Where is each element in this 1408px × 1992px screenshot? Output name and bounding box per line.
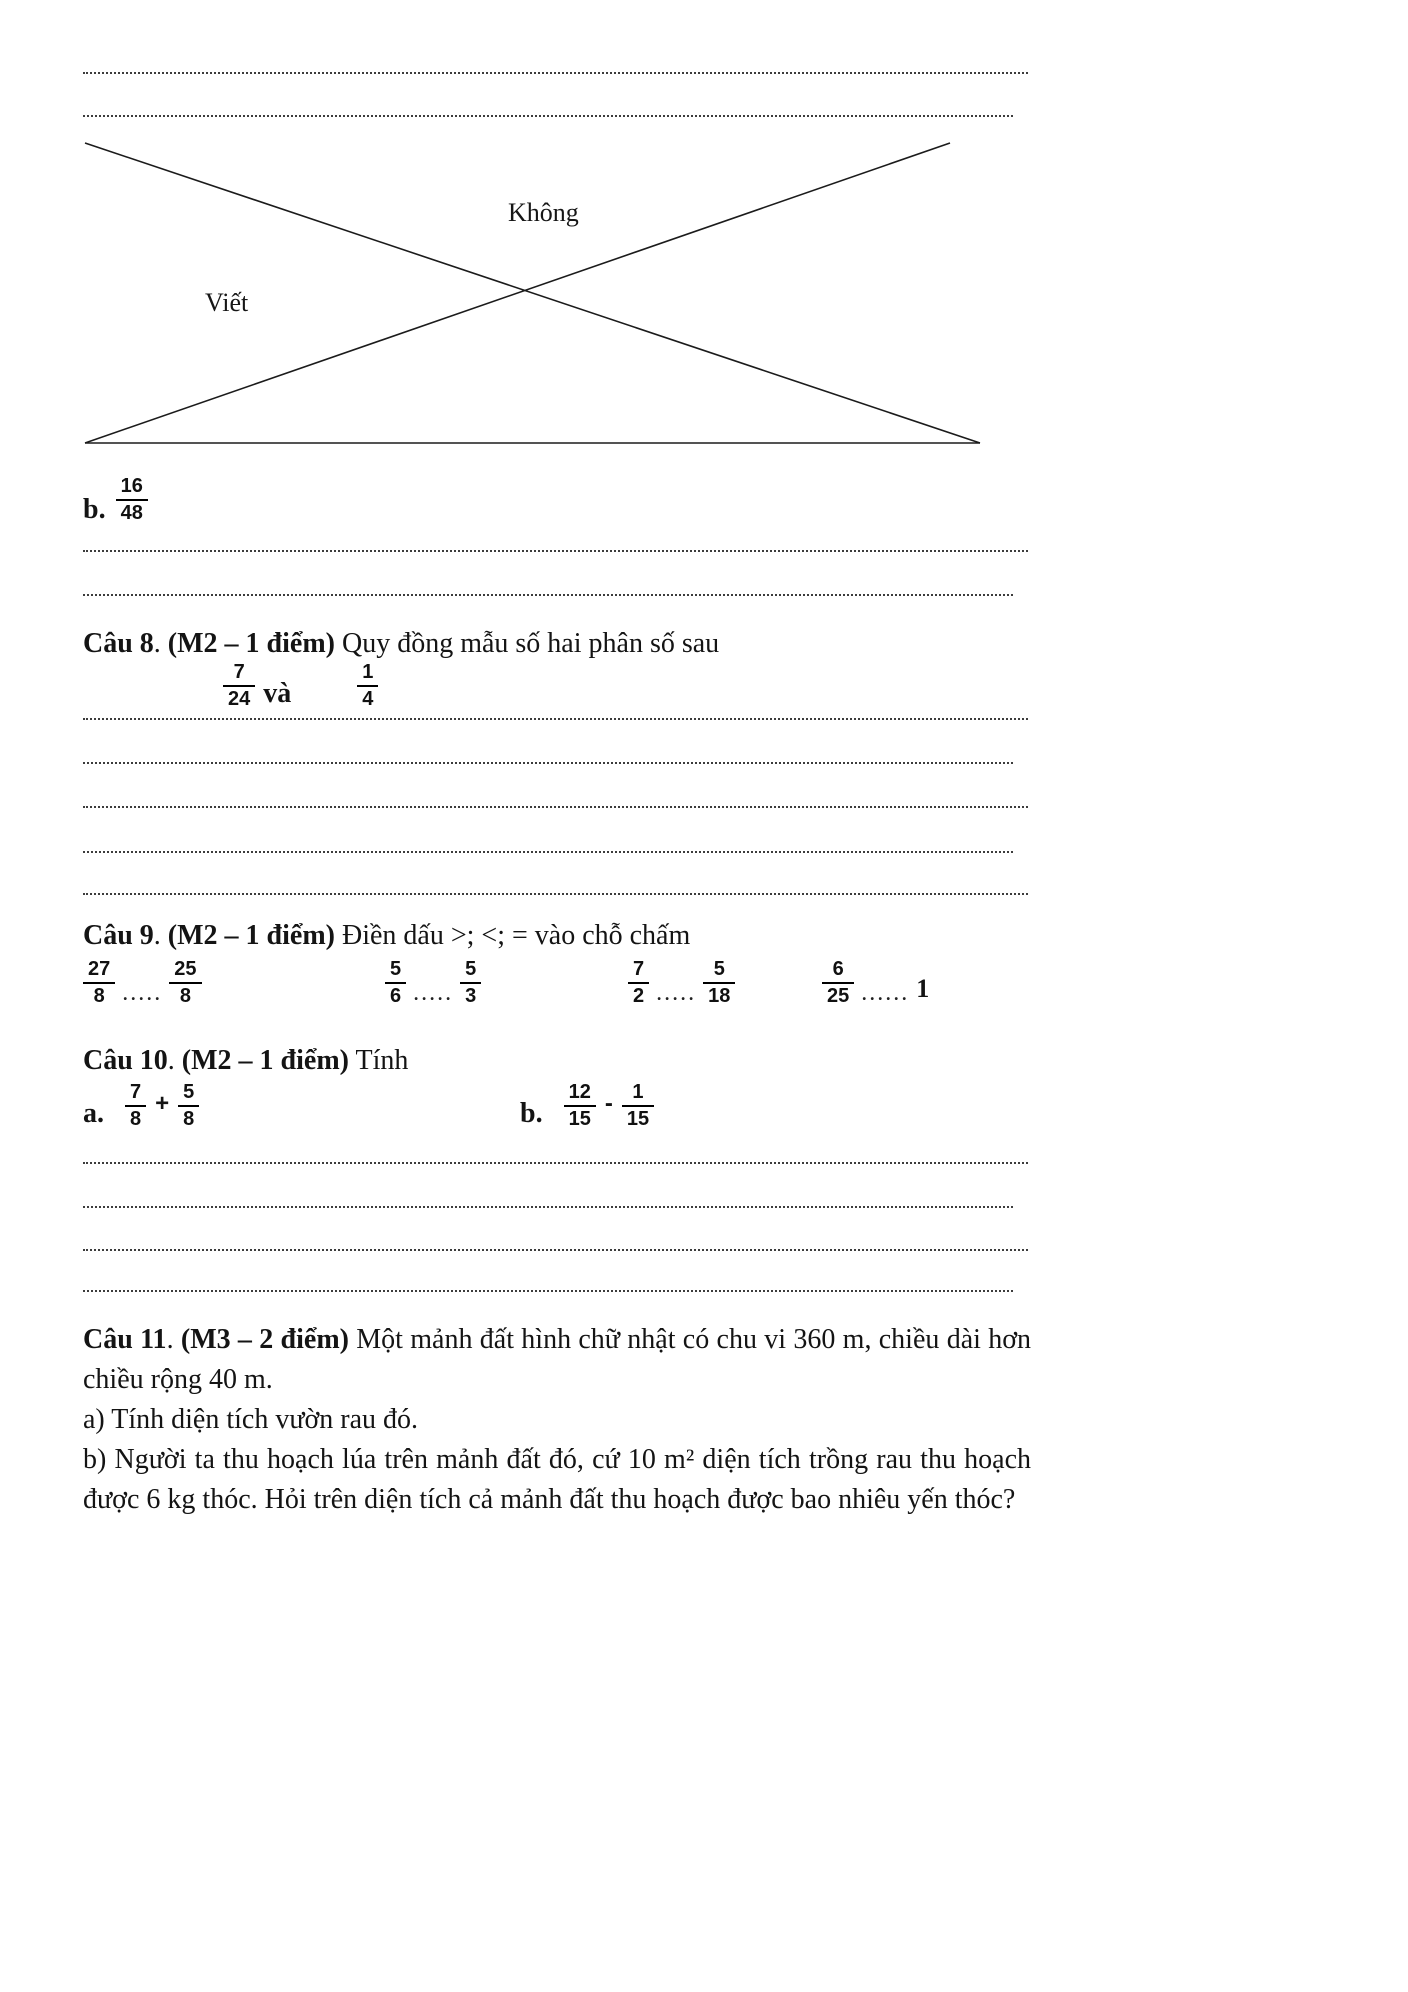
fraction xyxy=(622,1082,654,1130)
fraction xyxy=(116,476,148,524)
dotted-answer-line xyxy=(83,594,1013,596)
dotted-answer-line xyxy=(83,72,1028,74)
answer-dots: ..... xyxy=(656,979,697,1006)
denominator: 3 xyxy=(465,985,477,1007)
comparison-item xyxy=(385,955,481,1011)
denominator: 15 xyxy=(568,1108,591,1130)
cau8-fractions xyxy=(83,662,378,710)
question-badge: (M2 – 1 điểm) xyxy=(181,1045,349,1076)
dotted-answer-line xyxy=(83,1249,1028,1251)
dotted-answer-line xyxy=(83,893,1028,895)
denominator: 6 xyxy=(390,985,402,1007)
denominator: 8 xyxy=(183,1108,195,1130)
dotted-answer-line xyxy=(83,762,1013,764)
part-a-label: a. xyxy=(83,1098,104,1129)
numerator: 16 xyxy=(116,476,148,501)
separator: . xyxy=(153,628,168,659)
denominator: 25 xyxy=(827,985,850,1007)
part-b-label: b. xyxy=(520,1098,543,1129)
question-number: Câu 8 xyxy=(83,628,154,659)
denominator: 4 xyxy=(362,688,374,710)
question-number: Câu 10 xyxy=(83,1045,168,1076)
fraction xyxy=(460,959,481,1007)
cau10-heading xyxy=(83,1045,408,1077)
cau11-part-b: b) Người ta thu hoạch lúa trên mảnh đất đó, cứ 10 m² diện tích trồng rau thu hoạch được 6 kg thóc. Hỏi trên diện tích cả mảnh đất thu hoạch được bao nhiêu yến thóc? xyxy=(83,1444,1031,1515)
question-badge: (M2 – 1 điểm) xyxy=(167,920,335,951)
question-text: Tính xyxy=(348,1045,409,1076)
separator: . xyxy=(166,1324,181,1355)
numerator: 7 xyxy=(125,1082,146,1107)
question-text: Một mảnh đất hình chữ nhật có chu vi 360 m, chiều dài hơn chiều rộng 40 m. xyxy=(83,1324,1032,1395)
diagram-label-khong: Không xyxy=(508,198,579,227)
denominator: 8 xyxy=(130,1108,142,1130)
fraction xyxy=(628,959,649,1007)
denominator: 18 xyxy=(708,985,731,1007)
comparison-item xyxy=(628,955,735,1011)
item-b-label: b. xyxy=(83,494,106,525)
fraction xyxy=(83,959,115,1007)
fraction xyxy=(822,959,854,1007)
numerator: 12 xyxy=(564,1082,596,1107)
cau10-expressions xyxy=(83,1078,1028,1138)
question-number: Câu 9 xyxy=(83,920,154,951)
matching-diagram xyxy=(83,140,983,446)
fraction xyxy=(703,959,735,1007)
dotted-answer-line xyxy=(83,1206,1013,1208)
separator: . xyxy=(153,920,168,951)
numerator: 5 xyxy=(385,959,406,984)
cau9-heading xyxy=(83,920,690,952)
expression-a xyxy=(83,1078,199,1134)
question-badge: (M3 – 2 điểm) xyxy=(180,1324,349,1355)
answer-dots: ...... xyxy=(861,979,910,1006)
diagram-label-viet: Viết xyxy=(205,288,249,317)
question-text: Quy đồng mẫu số hai phân số sau xyxy=(334,628,720,659)
answer-dots: ..... xyxy=(413,979,454,1006)
expression-b xyxy=(520,1078,654,1134)
fraction xyxy=(169,959,201,1007)
item-b xyxy=(83,476,148,524)
dotted-answer-line xyxy=(83,851,1013,853)
numerator: 5 xyxy=(178,1082,199,1107)
cau9-comparisons xyxy=(83,955,1028,1015)
dotted-answer-line xyxy=(83,1290,1013,1292)
comparison-number-one: 1 xyxy=(916,974,930,1003)
dotted-answer-line xyxy=(83,718,1028,720)
cau11-block xyxy=(83,1320,1031,1520)
plus-operator: + xyxy=(155,1090,170,1117)
fraction xyxy=(385,959,406,1007)
cau11-part-a: a) Tính diện tích vườn rau đó. xyxy=(83,1404,419,1435)
dotted-answer-line xyxy=(83,1162,1028,1164)
answer-dots: ..... xyxy=(122,979,163,1006)
numerator: 1 xyxy=(357,662,378,687)
connector-va: và xyxy=(263,678,292,709)
fraction xyxy=(125,1082,146,1130)
numerator: 7 xyxy=(628,959,649,984)
dotted-answer-line xyxy=(83,806,1028,808)
denominator: 2 xyxy=(633,985,645,1007)
dotted-answer-line xyxy=(83,550,1028,552)
denominator: 24 xyxy=(228,688,251,710)
fraction xyxy=(564,1082,596,1130)
comparison-item xyxy=(83,955,202,1011)
cau8-heading xyxy=(83,628,719,660)
denominator: 8 xyxy=(179,985,191,1007)
numerator: 27 xyxy=(83,959,115,984)
numerator: 1 xyxy=(622,1082,654,1107)
cau11-statement xyxy=(83,1320,1031,1400)
dotted-answer-line xyxy=(83,115,1013,117)
denominator: 15 xyxy=(626,1108,650,1130)
denominator: 48 xyxy=(120,502,143,524)
question-text: Điền dấu >; <; = vào chỗ chấm xyxy=(334,920,691,951)
separator: . xyxy=(167,1045,182,1076)
question-number: Câu 11 xyxy=(83,1324,167,1355)
minus-operator: - xyxy=(604,1090,613,1117)
question-badge: (M2 – 1 điểm) xyxy=(167,628,335,659)
comparison-item xyxy=(822,955,929,1011)
fraction xyxy=(178,1082,199,1130)
numerator: 6 xyxy=(822,959,854,984)
numerator: 25 xyxy=(169,959,201,984)
numerator: 5 xyxy=(460,959,481,984)
fraction xyxy=(357,662,378,710)
denominator: 8 xyxy=(93,985,105,1007)
fraction xyxy=(223,662,255,710)
numerator: 7 xyxy=(223,662,255,687)
numerator: 5 xyxy=(703,959,735,984)
